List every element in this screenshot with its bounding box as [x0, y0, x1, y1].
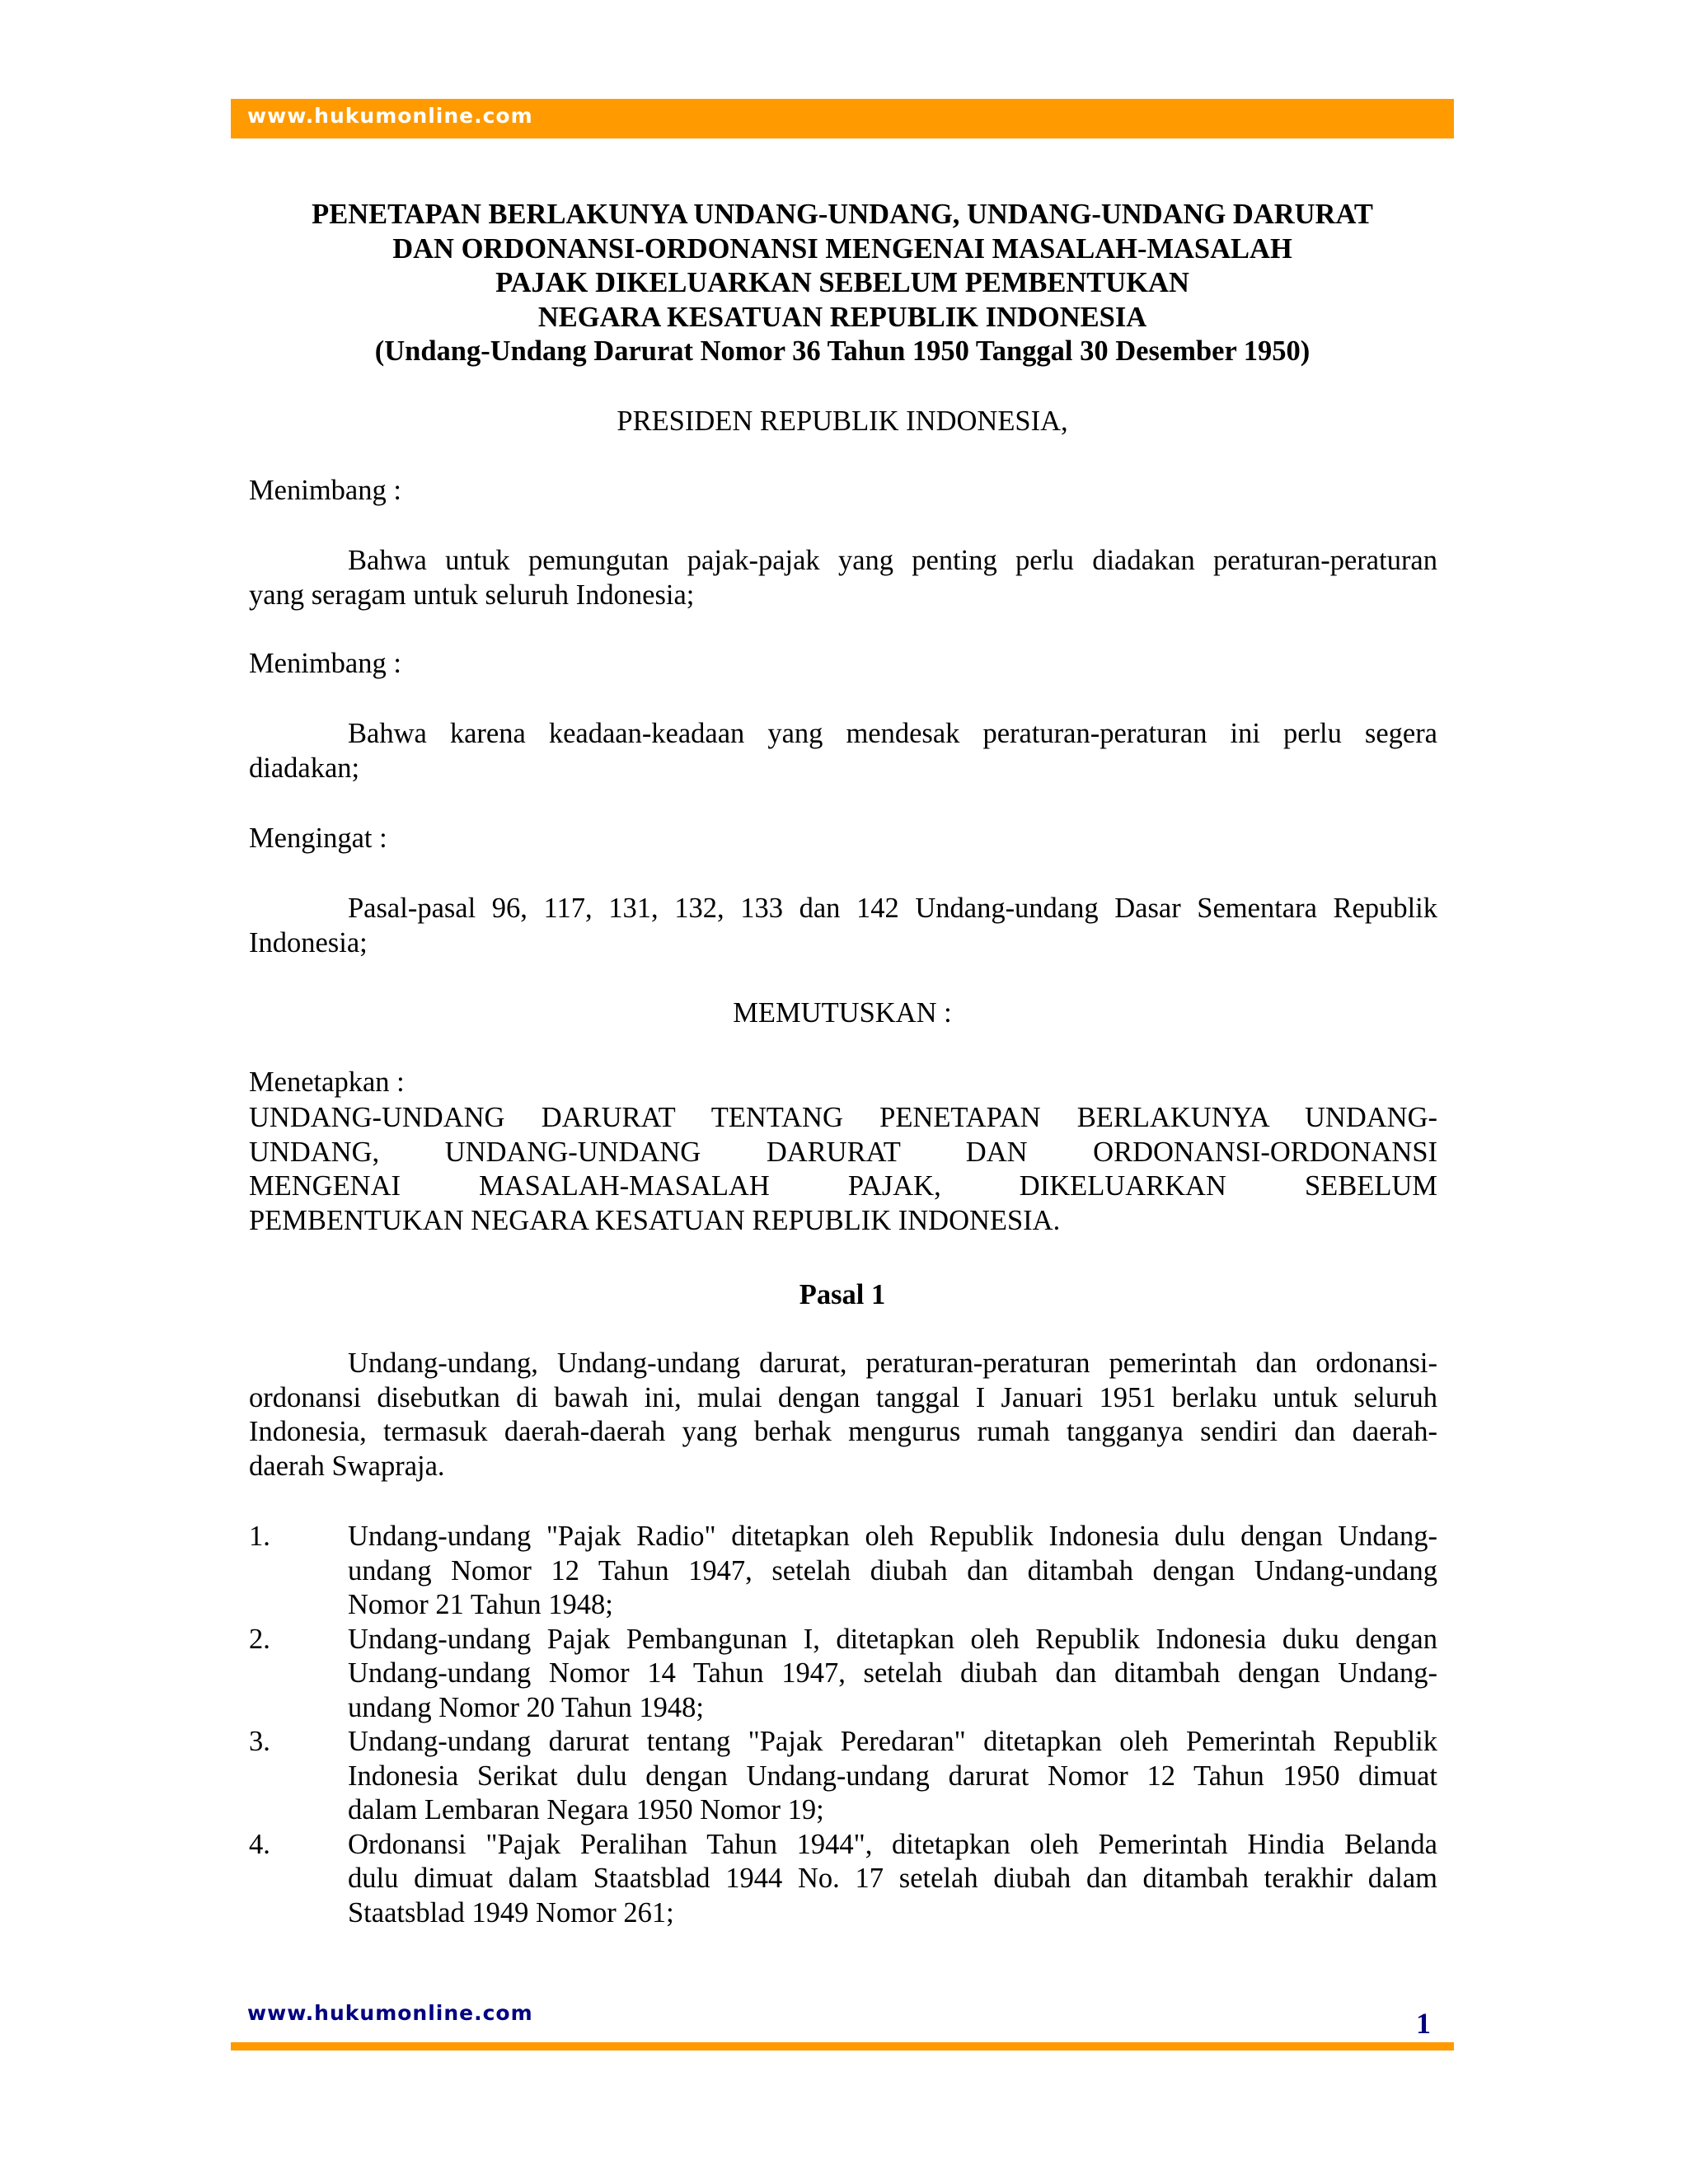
pasal-list: [249, 1520, 1437, 1930]
pasal-intro-paragraph: [249, 1347, 1437, 1483]
mengingat-paragraph: [249, 892, 1437, 960]
paragraph-line: daerah Swapraja.: [249, 1450, 445, 1482]
title-line: NEGARA KESATUAN REPUBLIK INDONESIA: [537, 301, 1147, 333]
list-line: dulu dimuat dalam Staatsblad 1944 No. 17 setelah diubah dan ditambah terakhir dalam: [348, 1863, 1437, 1894]
title-subline: (Undang-Undang Darurat Nomor 36 Tahun 1950 Tanggal 30 Desember 1950): [374, 335, 1311, 367]
menimbang-paragraph: [249, 717, 1437, 785]
paragraph-line: diadakan;: [249, 752, 360, 784]
menimbang-label: Menimbang :: [249, 648, 401, 679]
menetapkan-paragraph: [249, 1101, 1437, 1238]
list-line: Undang-undang darurat tentang "Pajak Peredaran" ditetapkan oleh Pemerintah Republik: [348, 1726, 1437, 1757]
list-item: [249, 1623, 1437, 1726]
menimbang-paragraph: [249, 544, 1437, 612]
menimbang-label: Menimbang :: [249, 475, 401, 506]
paragraph-line: Pasal-pasal 96, 117, 131, 132, 133 dan 142 Undang-undang Dasar Sementara Republik: [348, 893, 1437, 924]
president-heading: PRESIDEN REPUBLIK INDONESIA,: [617, 405, 1068, 437]
paragraph-line: yang seragam untuk seluruh Indonesia;: [249, 579, 695, 611]
paragraph-line: UNDANG, UNDANG-UNDANG DARURAT DAN ORDONANSI-ORDONANSI: [249, 1136, 1437, 1168]
paragraph-line: MENGENAI MASALAH-MASALAH PAJAK, DIKELUARKAN SEBELUM: [249, 1170, 1437, 1202]
document-title: [231, 198, 1454, 369]
mengingat-label: Mengingat :: [249, 823, 387, 854]
list-item: [249, 1725, 1437, 1828]
title-line: PAJAK DIKELUARKAN SEBELUM PEMBENTUKAN: [495, 267, 1189, 298]
list-line: Undang-undang "Pajak Radio" ditetapkan oleh Republik Indonesia dulu dengan Undang-: [348, 1521, 1437, 1552]
list-line: undang Nomor 12 Tahun 1947, setelah diubah dan ditambah dengan Undang-undang: [348, 1554, 1437, 1586]
memutuskan-heading: MEMUTUSKAN :: [733, 997, 952, 1029]
list-line: Undang-undang Nomor 14 Tahun 1947, setelah diubah dan ditambah dengan Undang-: [348, 1657, 1437, 1689]
paragraph-line: Bahwa karena keadaan-keadaan yang mendesak peraturan-peraturan ini perlu segera: [348, 718, 1437, 749]
paragraph-line: Indonesia;: [249, 926, 368, 958]
paragraph-line: ordonansi disebutkan di bawah ini, mulai dengan tanggal I Januari 1951 berlaku untuk seluruh: [249, 1381, 1437, 1413]
list-number: 1.: [249, 1521, 270, 1552]
list-item: [249, 1520, 1437, 1623]
title-line: DAN ORDONANSI-ORDONANSI MENGENAI MASALAH-MASALAH: [392, 232, 1292, 265]
list-line: Ordonansi "Pajak Peralihan Tahun 1944", ditetapkan oleh Pemerintah Hindia Belanda: [348, 1828, 1437, 1860]
paragraph-line: Indonesia, termasuk daerah-daerah yang berhak mengurus rumah tangganya sendiri dan daerah-: [249, 1416, 1437, 1447]
header-bar: [231, 99, 1454, 138]
header-url[interactable]: www.hukumonline.com: [247, 104, 533, 128]
footer-bar: [231, 2042, 1454, 2050]
list-line: dalam Lembaran Negara 1950 Nomor 19;: [348, 1794, 824, 1825]
menetapkan-label: Menetapkan :: [249, 1066, 405, 1098]
page-number: 1: [1416, 2007, 1431, 2040]
list-line: Nomor 21 Tahun 1948;: [348, 1589, 613, 1620]
list-number: 4.: [249, 1828, 270, 1860]
list-line: undang Nomor 20 Tahun 1948;: [348, 1691, 704, 1723]
footer-url[interactable]: www.hukumonline.com: [247, 2001, 533, 2025]
paragraph-line: Undang-undang, Undang-undang darurat, peraturan-peraturan pemerintah dan ordonansi-: [348, 1347, 1437, 1379]
paragraph-line: UNDANG-UNDANG DARURAT TENTANG PENETAPAN BERLAKUNYA UNDANG-: [249, 1102, 1437, 1133]
list-line: Indonesia Serikat dulu dengan Undang-undang darurat Nomor 12 Tahun 1950 dimuat: [348, 1760, 1437, 1792]
paragraph-line: PEMBENTUKAN NEGARA KESATUAN REPUBLIK INDONESIA.: [249, 1204, 1061, 1236]
paragraph-line: Bahwa untuk pemungutan pajak-pajak yang penting perlu diadakan peraturan-peraturan: [348, 545, 1437, 576]
list-item: [249, 1828, 1437, 1931]
title-line: PENETAPAN BERLAKUNYA UNDANG-UNDANG, UNDANG-UNDANG DARURAT: [312, 199, 1373, 230]
list-number: 3.: [249, 1726, 270, 1757]
list-number: 2.: [249, 1623, 270, 1655]
list-line: Undang-undang Pajak Pembangunan I, ditetapkan oleh Republik Indonesia duku dengan: [348, 1623, 1437, 1655]
pasal-heading: Pasal 1: [799, 1279, 886, 1310]
list-line: Staatsblad 1949 Nomor 261;: [348, 1896, 674, 1929]
